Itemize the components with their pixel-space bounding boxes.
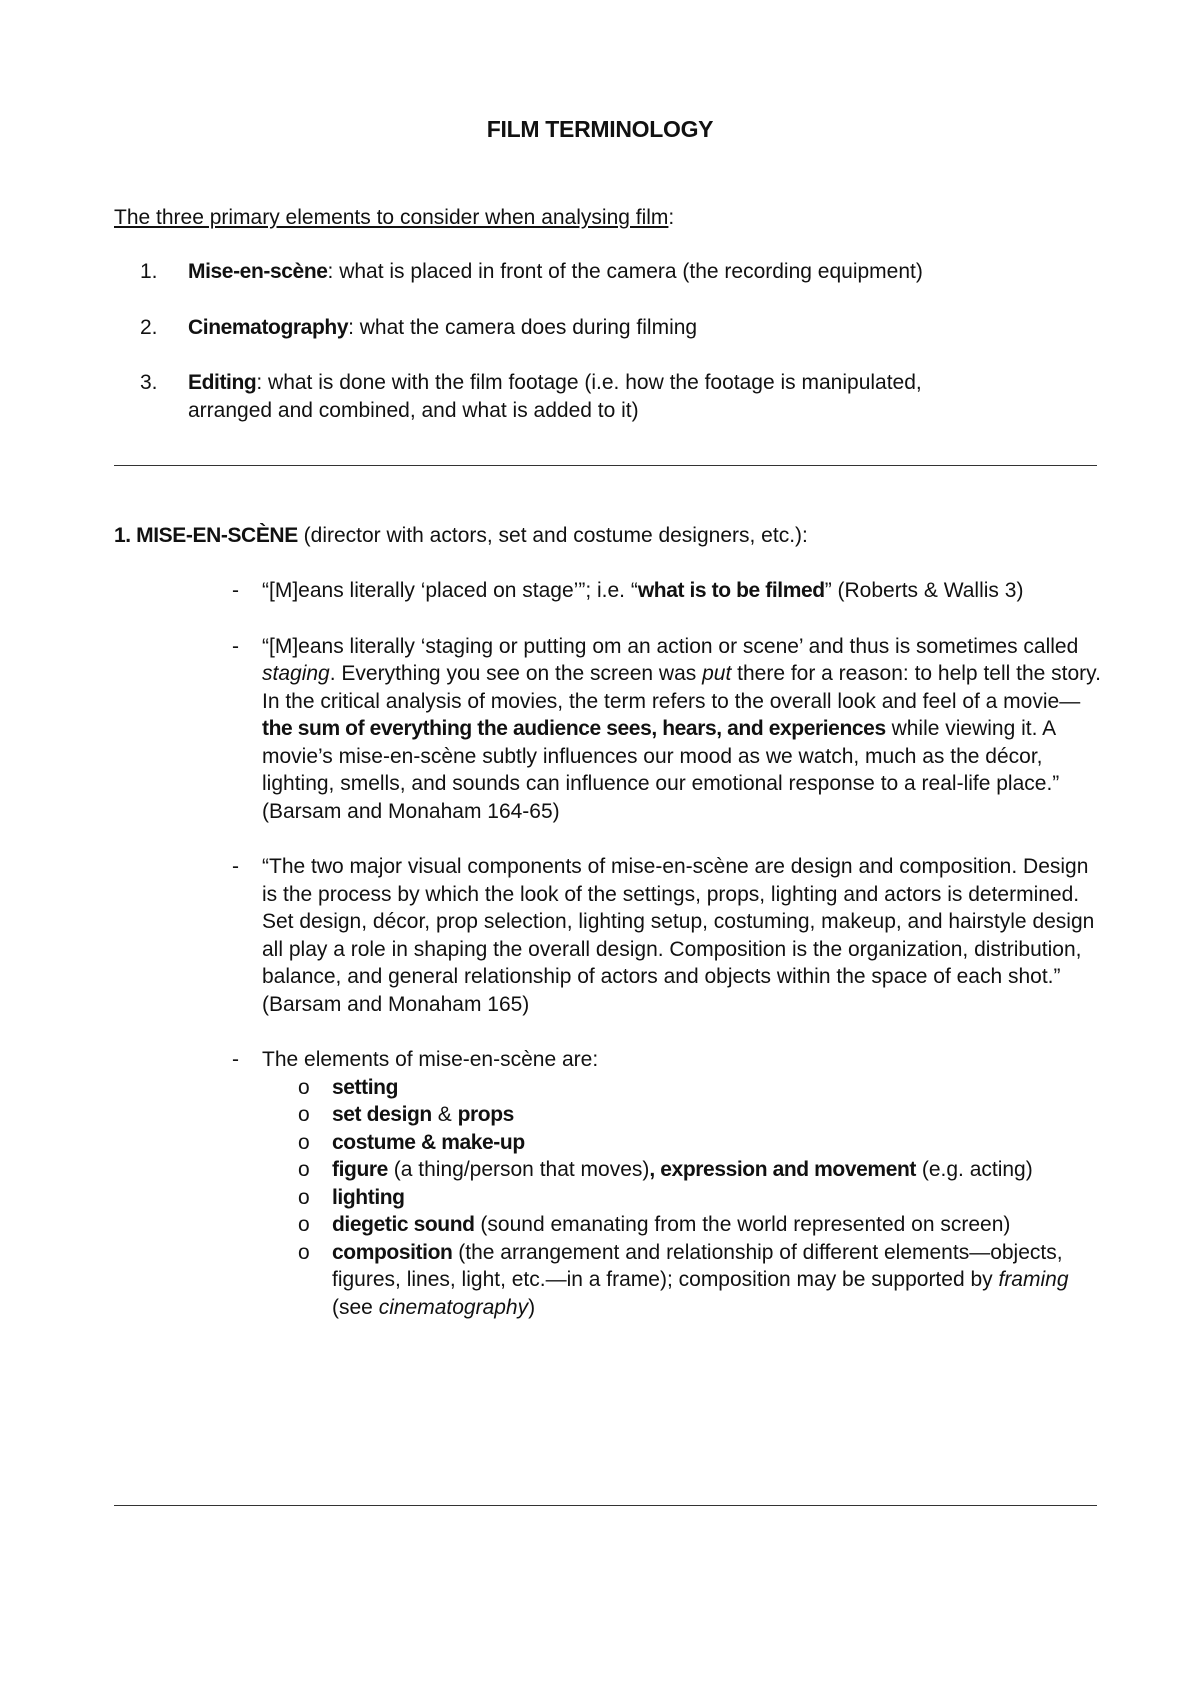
term-description: : what the camera does during filming [348,315,698,339]
horizontal-rule [114,1505,1097,1506]
list-item [262,1156,1102,1184]
element-term: diegetic sound [332,1213,475,1236]
element-text: (a thing/person that moves) [387,1158,650,1181]
list-item [262,1211,1102,1239]
elements-list [140,258,1100,452]
circle-marker: o [298,1130,310,1154]
element-text: & [431,1103,458,1126]
intro-line [114,204,674,232]
quote-italic: put [702,662,732,685]
list-item [262,1074,1102,1102]
quote-list [232,577,1102,1349]
element-term: , expression and movement [649,1158,916,1181]
element-term: lighting [332,1185,405,1209]
term-description: : what is placed in front of the camera (the recording equipment) [327,260,923,283]
term-label: Cinematography [188,315,349,339]
list-item [140,314,1100,342]
circle-marker: o [298,1158,310,1181]
element-italic: framing [998,1268,1069,1291]
dash-marker: - [232,579,239,602]
element-text: ) [528,1295,536,1319]
quote-item [232,853,1102,1018]
term-label: Editing [188,371,257,394]
list-item [262,1101,1102,1129]
element-text: (see [332,1295,379,1319]
circle-marker: o [298,1213,310,1236]
document-title: FILM TERMINOLOGY [486,116,714,142]
element-term: figure [332,1158,388,1181]
term-label: Mise-en-scène [188,260,328,283]
list-item [262,1184,1102,1212]
intro-text: The three primary elements to consider when analysing film [114,206,669,229]
quote-emphasis: the sum of everything the audience sees, hears, and experiences [262,717,886,740]
mise-en-scene-elements [262,1074,1102,1322]
horizontal-rule [114,465,1097,466]
quote-text: “[M]eans literally ‘placed on stage’”; i.e. “ [262,579,638,602]
dash-marker: - [232,1048,239,1071]
element-text: (the arrangement and relationship of different elements—objects, figures, lines, light, etc.—in a frame); composition may be supported by [332,1240,1063,1291]
circle-marker: o [298,1240,310,1264]
quote-citation: ” (Roberts & Wallis 3) [824,579,1024,602]
list-item [140,369,1100,424]
element-text: (sound emanating from the world represented on screen) [474,1213,1011,1236]
list-item [262,1239,1102,1322]
intro-colon: : [668,206,675,229]
quote-text: . Everything you see on the screen was [329,662,703,685]
quote-item [232,577,1102,605]
list-item [262,1129,1102,1157]
element-term: set design [332,1103,432,1126]
quote-text: “The two major visual components of mise-en-scène are design and composition. Design is the process by which the look of the settings, props, lighting and actors is determined. Set design, décor, prop selection, lighting setup, costuming, makeup, and hairstyle design all play a role in shaping the overall design. Composition is the organization, distribution, balance, and general relationship of actors and objects within the space of each shot.” (Barsam and Monaham 165) [262,855,1095,1016]
quote-item [232,1046,1102,1321]
quote-italic: staging [262,662,330,685]
dash-marker: - [232,855,239,878]
list-item [140,258,1100,286]
element-text: (e.g. acting) [916,1158,1033,1181]
quote-item [232,633,1102,826]
section-heading [114,522,808,550]
circle-marker: o [298,1103,310,1126]
quote-text: there for a reason: to help tell the story. In the critical analysis of movies, the term refers to the overall look and feel of a movie— [262,662,1101,713]
item-number: 1. [140,260,158,283]
element-term: costume & make-up [332,1130,525,1154]
quote-text: while viewing it. A movie’s mise-en-scène subtly influences our mood as we watch, much as the décor, lighting, smells, and sounds can influence our emotional response to a real-life place.” (Barsam and Monaham 164-65) [262,717,1060,823]
section-label: 1. MISE-EN-SCÈNE [114,524,298,547]
circle-marker: o [298,1075,310,1099]
term-description: : what is done with the film footage (i.e. how the footage is manipulated, arranged and combined, and what is added to it) [188,371,922,422]
element-term: setting [332,1075,399,1099]
elements-intro: The elements of mise-en-scène are: [262,1048,599,1071]
quote-emphasis: what is to be filmed [637,579,825,602]
section-description: (director with actors, set and costume designers, etc.): [297,524,808,547]
dash-marker: - [232,634,239,658]
quote-text: “[M]eans literally ‘staging or putting om an action or scene’ and thus is sometimes called [262,634,1079,658]
element-italic: cinematography [378,1295,529,1319]
circle-marker: o [298,1185,310,1209]
element-term: composition [332,1240,453,1264]
item-number: 3. [140,371,158,394]
item-number: 2. [140,315,158,339]
element-term: props [457,1103,514,1126]
